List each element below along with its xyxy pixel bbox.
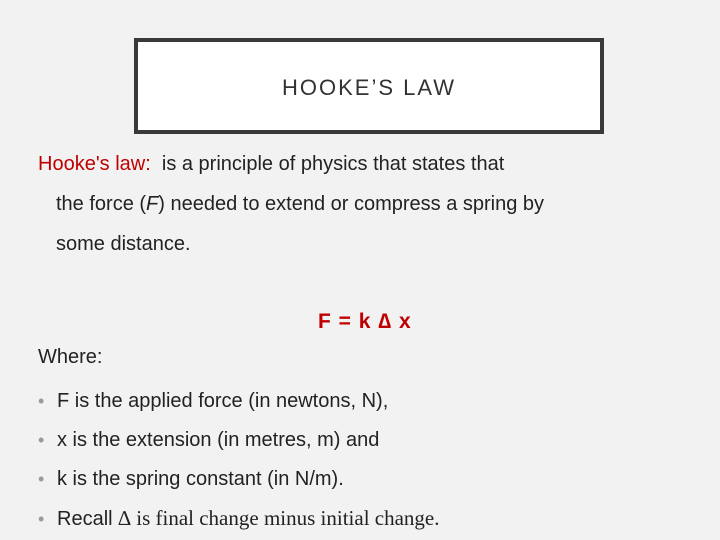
definition-line-2 [38, 184, 688, 224]
definition-line-3: some distance. [56, 233, 191, 255]
definition-term: Hooke's law: [38, 153, 151, 175]
list-item [38, 460, 440, 499]
slide-title: HOOKE’S LAW [282, 75, 456, 100]
bullet-icon: • [38, 509, 45, 529]
definition-paragraph [38, 144, 688, 264]
where-label: Where: [38, 346, 103, 368]
bullet-text: F is the applied force (in newtons, N), [57, 390, 389, 412]
title-box [134, 38, 604, 134]
bullet-icon: • [38, 430, 45, 450]
definition-line-2-end: ) needed to extend or compress a spring by [158, 193, 545, 215]
force-variable: F [146, 193, 159, 215]
recall-lead: Recall [57, 508, 119, 530]
hookes-law-formula: F = k ∆ x [318, 310, 412, 333]
definition-line-2-start: the force ( [56, 193, 147, 215]
bullet-text: x is the extension (in metres, m) and [57, 429, 380, 451]
definition-line-1: is a principle of physics that states that [150, 153, 505, 175]
bullet-text: k is the spring constant (in N/m). [57, 468, 344, 490]
list-item [38, 382, 440, 421]
list-item [38, 421, 440, 460]
recall-text: ∆ is final change minus initial change. [118, 506, 440, 530]
variable-list [38, 382, 440, 538]
bullet-icon: • [38, 469, 45, 489]
bullet-icon: • [38, 391, 45, 411]
list-item [38, 499, 440, 538]
